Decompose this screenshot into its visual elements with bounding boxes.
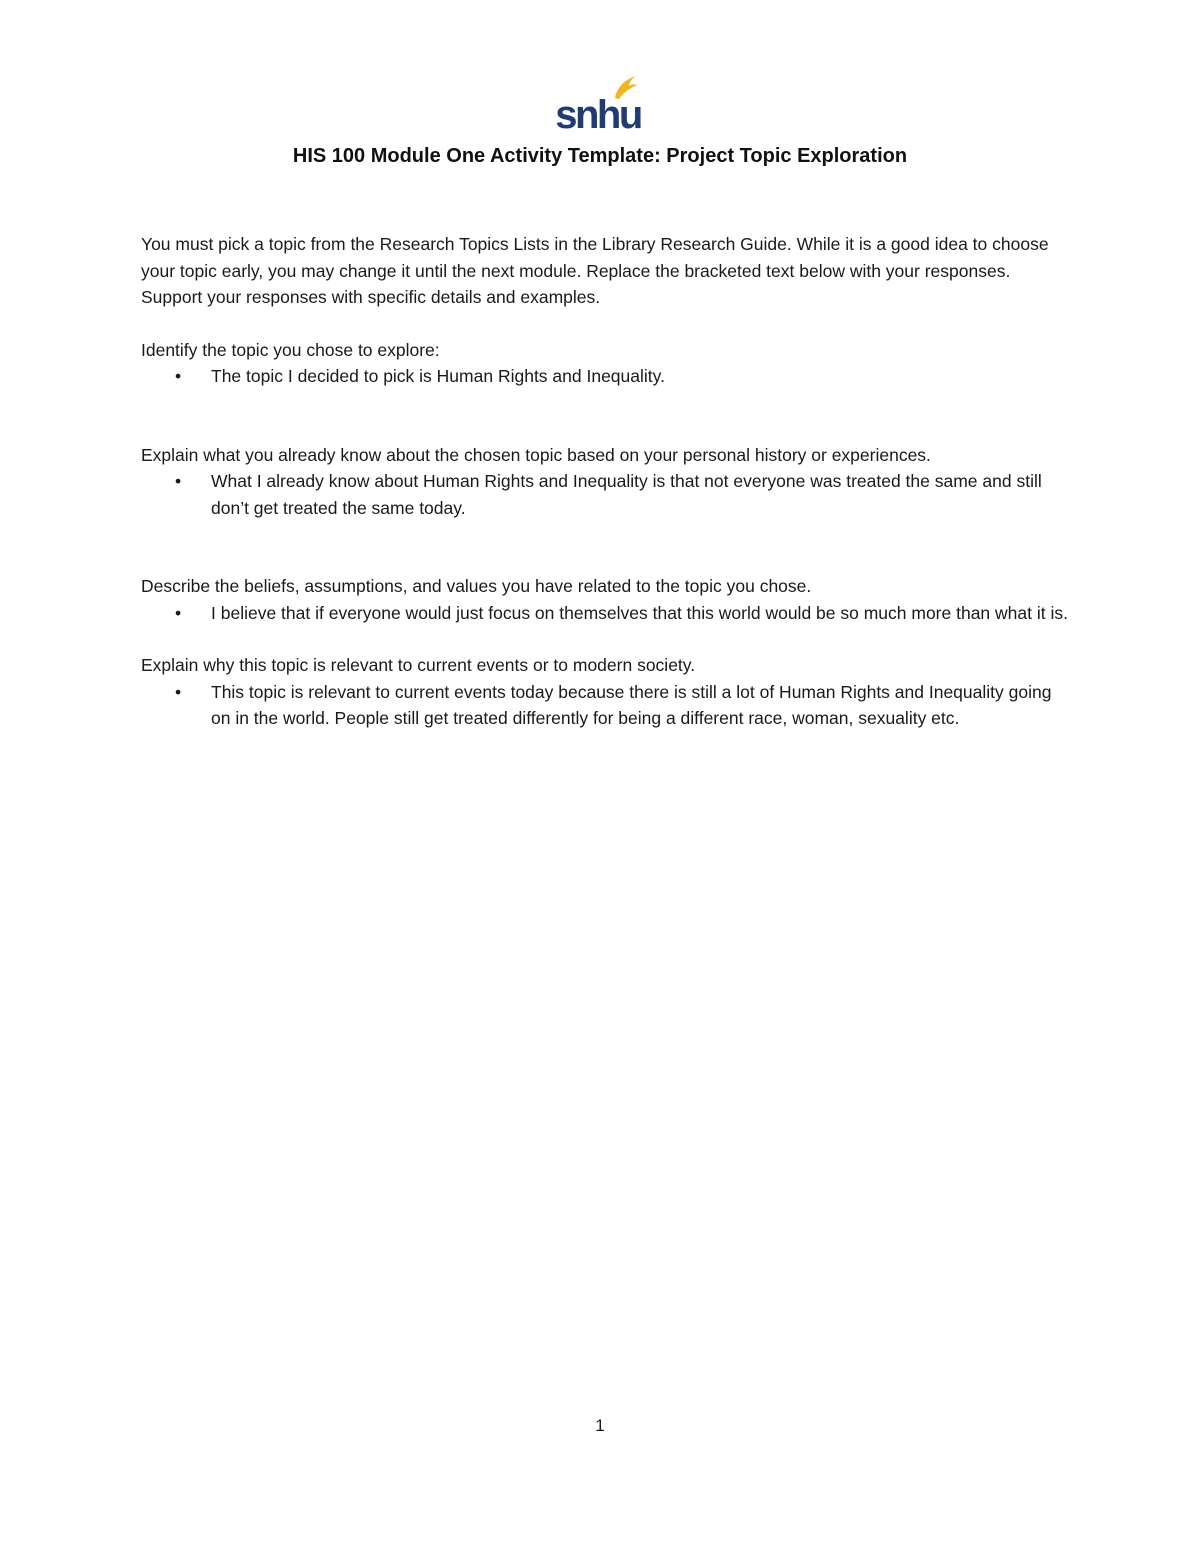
- answer-list: [141, 363, 1071, 390]
- intro-paragraph: You must pick a topic from the Research Topics Lists in the Library Research Guide. While it is a good idea to choose your topic early, you may change it until the next module. Replace the bracketed text below with your responses. Support your responses with specific details and examples.: [141, 234, 1049, 307]
- answer-item: [141, 468, 1071, 521]
- answer-list: [141, 679, 1071, 732]
- answer-item: [141, 600, 1071, 627]
- answer-list: [141, 468, 1071, 521]
- bullet-icon: •: [175, 602, 182, 623]
- logo-wordmark: snhu: [555, 93, 641, 132]
- bullet-icon: •: [175, 471, 182, 491]
- section-prior-knowledge: [141, 442, 1071, 522]
- section-relevance: [141, 652, 1071, 732]
- answer-item: [141, 679, 1071, 732]
- bullet-icon: •: [175, 366, 182, 386]
- snhu-logo-graphic: [553, 72, 643, 132]
- section-beliefs: [141, 573, 1071, 626]
- question-text: Explain why this topic is relevant to current events or to modern society.: [141, 655, 696, 675]
- section-topic: [141, 337, 1071, 390]
- answer-text: This topic is relevant to current events today because there is still a lot of Human Rights and Inequality going on in the world. People still get treated differently for being a different race, woman, sexuality etc.: [211, 681, 1052, 728]
- document-title: HIS 100 Module One Activity Template: Project Topic Exploration: [292, 145, 908, 167]
- answer-text: The topic I decided to pick is Human Rights and Inequality.: [211, 366, 665, 386]
- answer-list: [141, 600, 1071, 627]
- spacer: [141, 521, 1071, 573]
- question-text: Identify the topic you chose to explore:: [141, 339, 440, 360]
- spacer: [141, 626, 1071, 652]
- page-number: 1: [595, 1416, 605, 1435]
- answer-text: I believe that if everyone would just focus on themselves that this world would be so much more than what it is.: [211, 602, 1068, 623]
- document-body: [141, 231, 1071, 732]
- bullet-icon: •: [175, 681, 182, 702]
- spacer: [141, 390, 1071, 442]
- answer-item: [141, 363, 1071, 390]
- question-text: Explain what you already know about the chosen topic based on your personal history or experiences.: [141, 444, 931, 465]
- question-text: Describe the beliefs, assumptions, and values you have related to the topic you chose.: [141, 576, 812, 596]
- answer-text: What I already know about Human Rights and Inequality is that not everyone was treated the same and still don’t get treated the same today.: [211, 471, 1042, 518]
- snhu-logo: [553, 72, 643, 132]
